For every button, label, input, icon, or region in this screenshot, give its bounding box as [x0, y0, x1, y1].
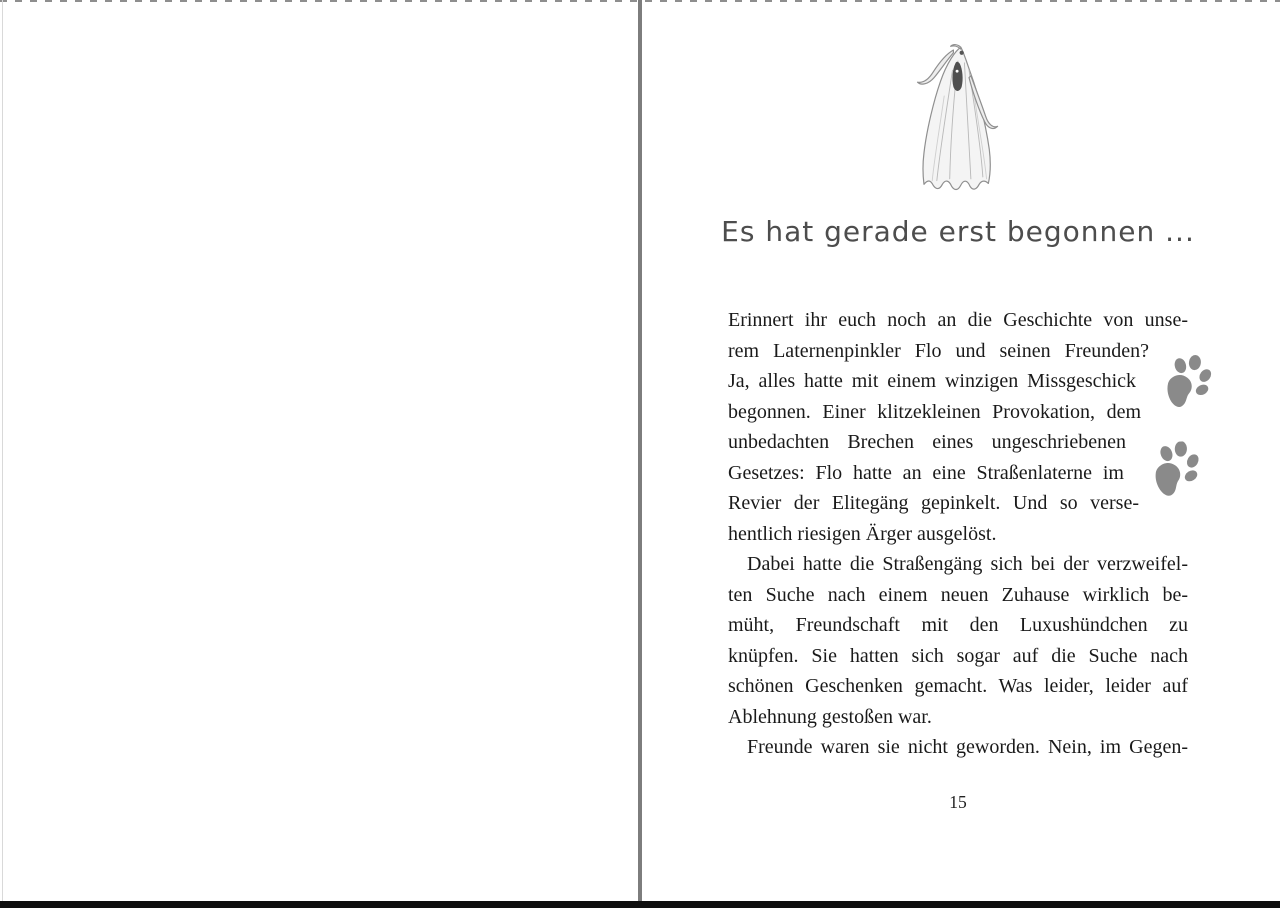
text-line: Revier der Elitegäng gepinkelt. Und so verse- — [728, 492, 1139, 514]
text-line: Freunde waren sie nicht geworden. Nein, im Gegen- — [747, 736, 1188, 758]
text-line: rem Laternenpinkler Flo und seinen Freunden? — [728, 339, 1149, 362]
left-page — [0, 0, 638, 901]
text-line: Ablehnung gestoßen war. — [728, 705, 932, 728]
top-edge-line — [0, 0, 1280, 2]
right-page — [642, 0, 1280, 901]
long-haired-dog-illustration — [912, 40, 1004, 198]
text-line: Gesetzes: Flo hatte an eine Straßenlaterne im — [728, 461, 1124, 484]
text-line: Erinnert ihr euch noch an die Geschichte von unse- — [728, 309, 1188, 331]
paw-print-icon — [1159, 353, 1215, 413]
text-line: Ja, alles hatte mit einem winzigen Missgeschick — [728, 370, 1136, 392]
text-line: schönen Geschenken gemacht. Was leider, leider auf — [728, 675, 1188, 697]
paw-print-icon — [1144, 440, 1206, 501]
text-line: müht, Freundschaft mit den Luxushündchen zu — [728, 614, 1188, 636]
chapter-title: Es hat gerade erst begonnen ... — [721, 215, 1195, 248]
text-line: ten Suche nach einem neuen Zuhause wirklich be- — [728, 583, 1188, 606]
text-line: hentlich riesigen Ärger ausgelöst. — [728, 522, 997, 545]
text-line: begonnen. Einer klitzekleinen Provokation, dem — [728, 400, 1141, 423]
text-line: Dabei hatte die Straßengäng sich bei der verzweifel- — [747, 553, 1188, 575]
page-number: 15 — [949, 792, 967, 812]
text-line: unbedachten Brechen eines ungeschriebenen — [728, 431, 1126, 453]
left-edge-line — [2, 0, 3, 901]
text-line: knüpfen. Sie hatten sich sogar auf die Suche nach — [728, 644, 1188, 667]
body-text — [728, 305, 1188, 763]
bottom-bar — [0, 901, 1280, 908]
